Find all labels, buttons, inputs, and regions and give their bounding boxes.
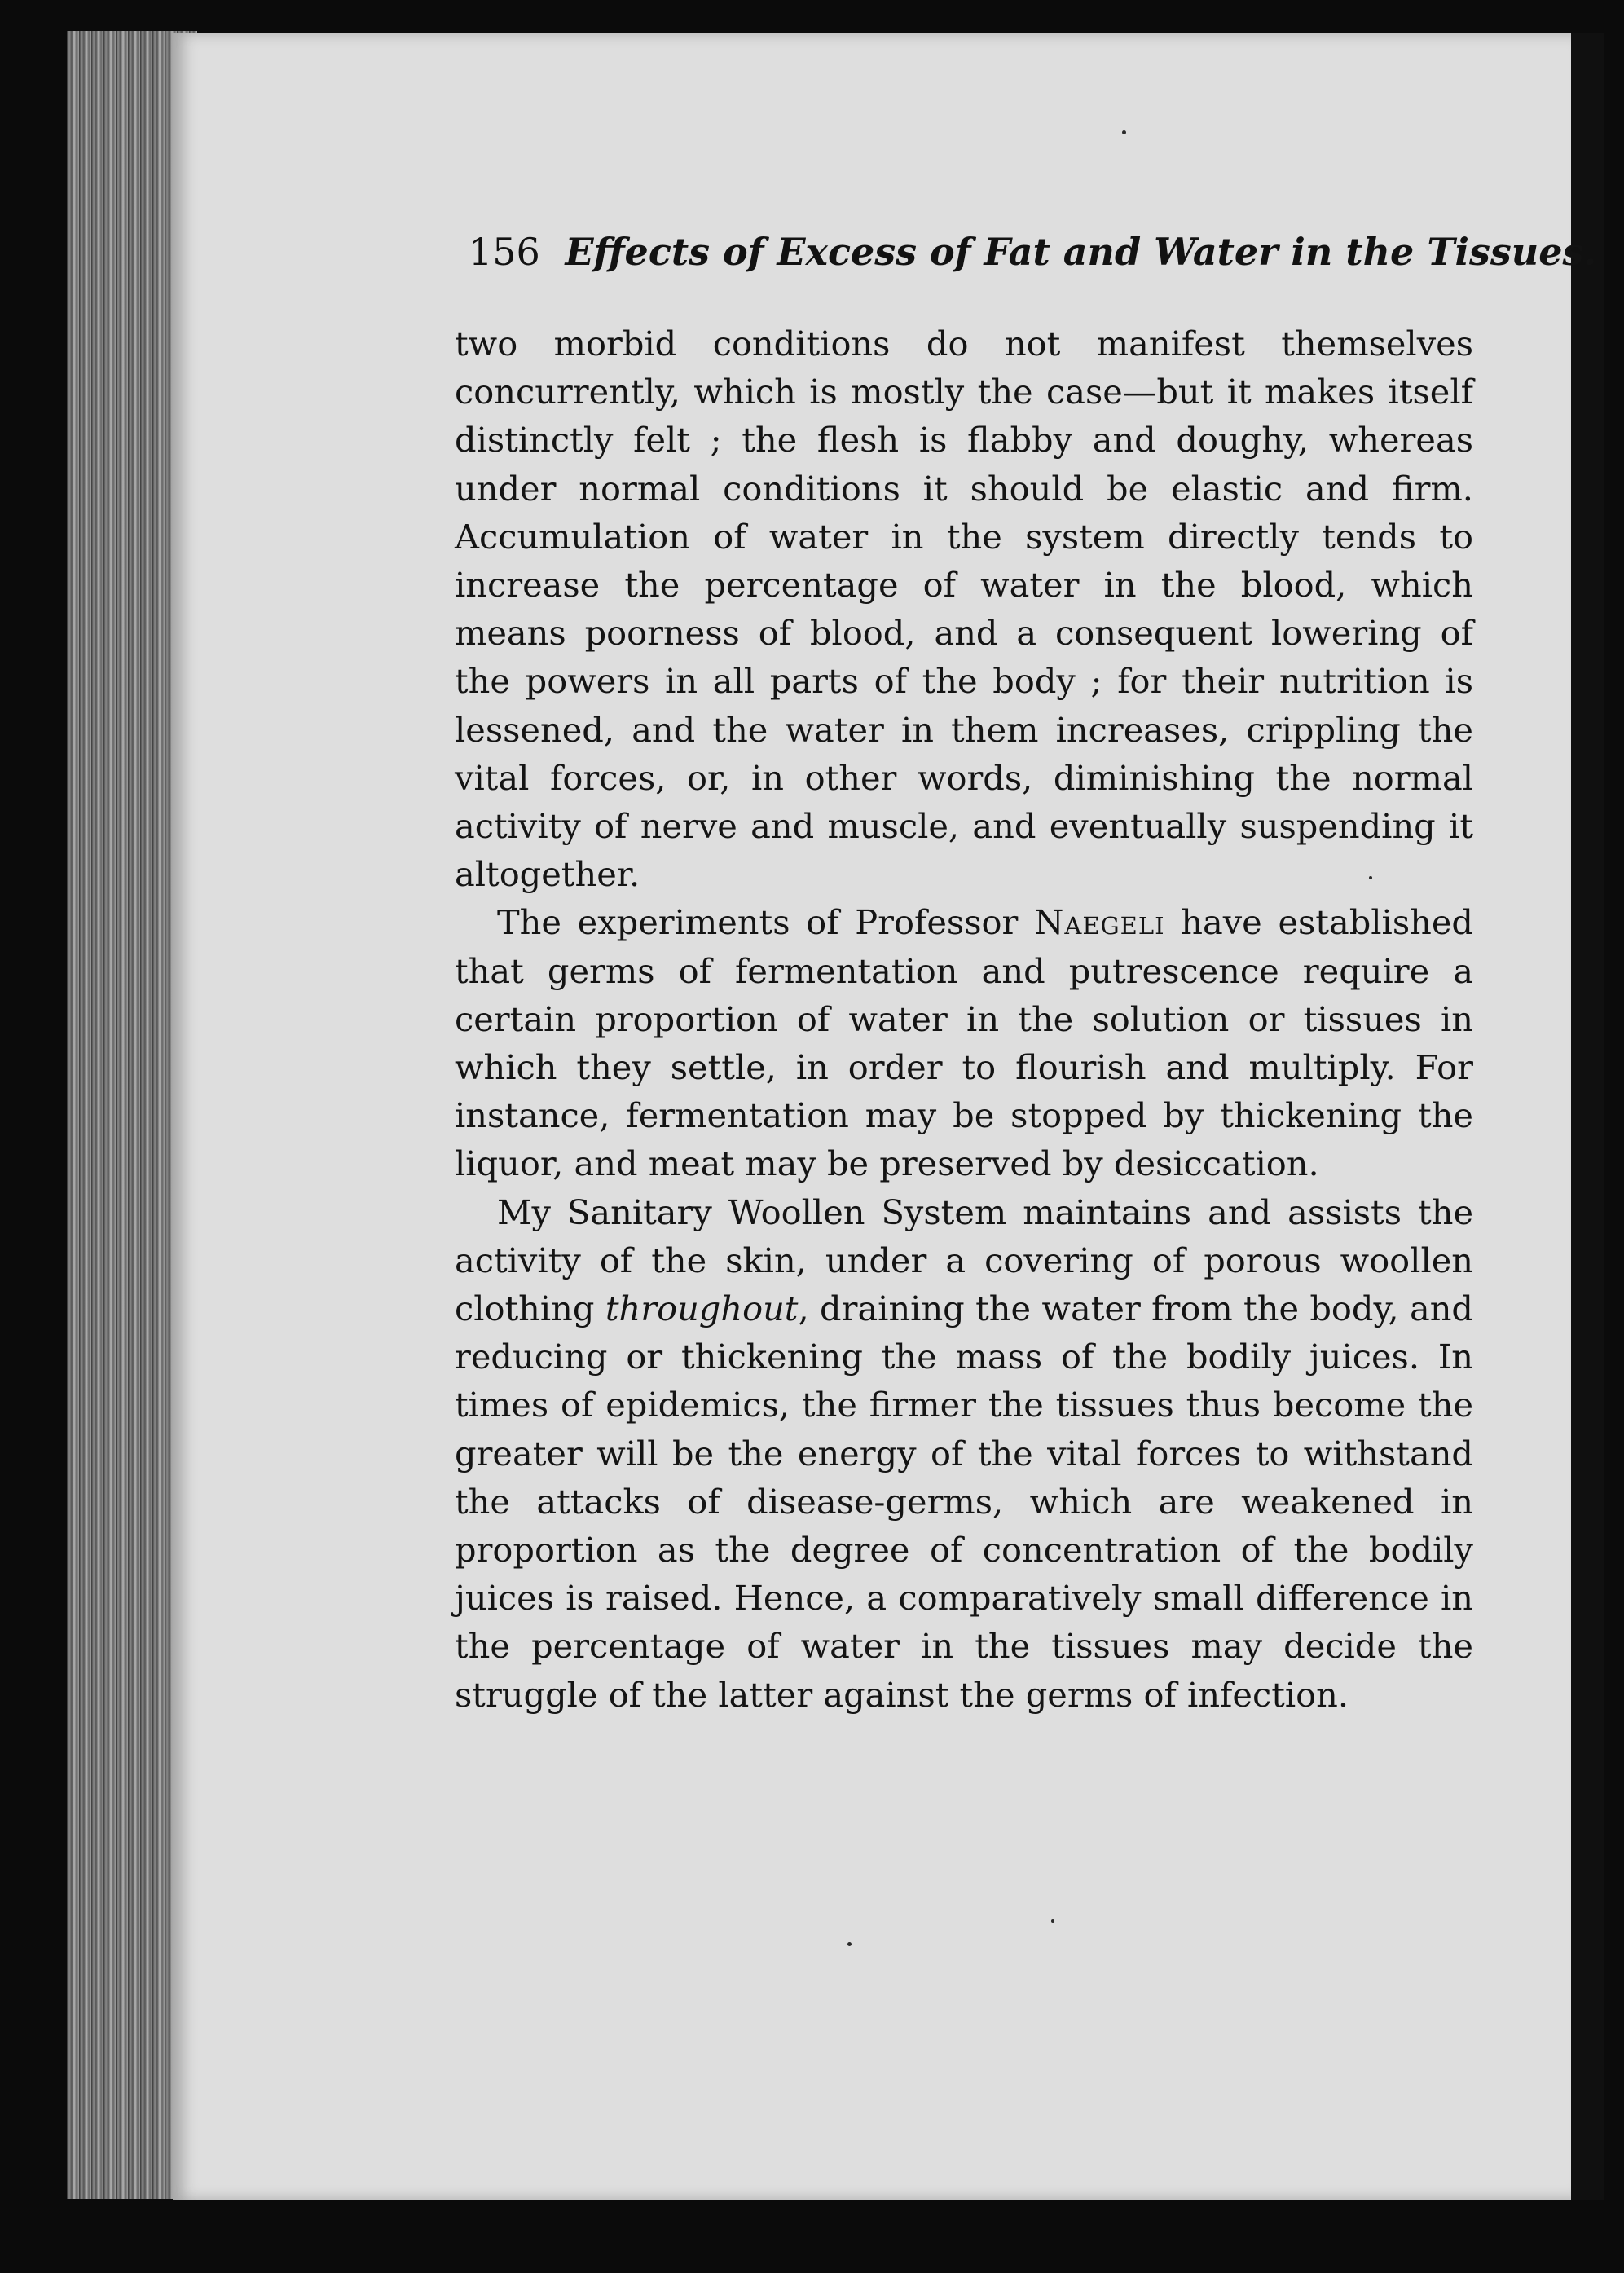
paragraph-3-before: My Sanitary Woollen System maintains and assists the activity of the skin, under a covering of porous woollen clothing: [455, 1192, 1473, 1329]
body-text: [455, 319, 1473, 1719]
paragraph-3-after: , draining the water from the body, and reducing or thickening the mass of the bodily juices. In times of epidemics, the firmer the tissues thus become the greater will be the energy of the vital forces to withstand the attacks of disease-germs, which are weakened in proportion as the degree of concentration of the bodily juices is raised. Hence, a comparatively small difference in the percentage of water in the tissues may decide the struggle of the latter against the germs of infection.: [455, 1288, 1473, 1715]
paragraph-3: [455, 1188, 1473, 1719]
paragraph-2-before: The experiments of Professor: [497, 902, 1035, 943]
person-name: Naegeli: [1034, 902, 1165, 943]
right-margin-shadow: [1571, 33, 1604, 2200]
paragraph-1: two morbid conditions do not manifest themselves concurrently, which is mostly the case—but it makes itself distinctly felt ; the flesh is flabby and doughy, whereas under normal conditions it should be elastic and firm. Accumulation of water in the system directly tends to increase the percentage of water in the blood, which means poorness of blood, and a consequent lowering of the powers in all parts of the body ; for their nutrition is lessened, and the water in them increases, crippling the vital forces, or, in other words, diminishing the normal activity of nerve and muscle, and eventually suspending it altogether.: [455, 324, 1473, 895]
running-header: [469, 230, 1597, 274]
speck: [1122, 130, 1126, 134]
speck: [847, 1942, 852, 1946]
paragraph-2: [455, 898, 1473, 1187]
emphasis-throughout: throughout: [605, 1288, 799, 1329]
page-number: 156: [469, 230, 540, 274]
running-title: Effects of Excess of Fat and Water in the Tissues.: [565, 230, 1597, 274]
paragraph-2-after: have established that germs of fermentation and putrescence require a certain proportion of water in the solution or tissues in which they settle, in order to flourish and multiply. For instance, fermentation may be stopped by thickening the liquor, and meat may be preserved by desiccation.: [455, 902, 1473, 1184]
speck: [1051, 1919, 1054, 1923]
